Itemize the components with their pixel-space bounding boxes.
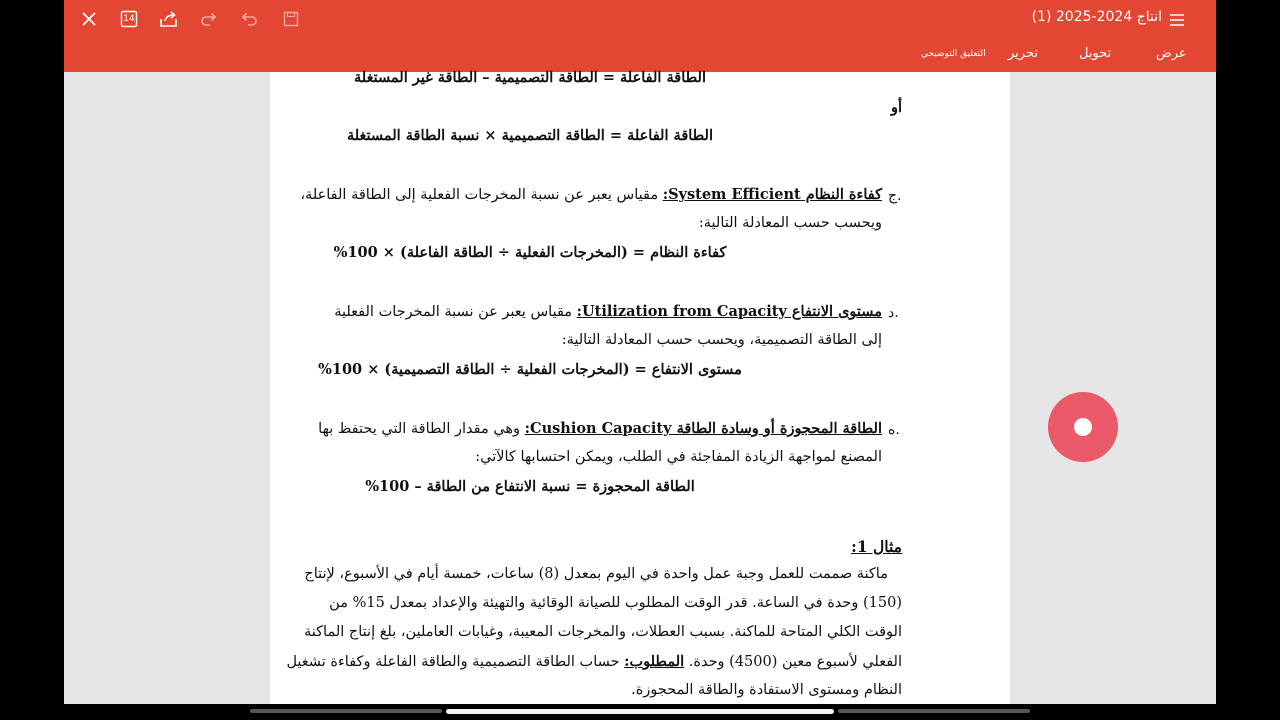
formula-utilization: مستوى الانتفاع = (المخرجات الفعلية ÷ الطاقة التصميمية) × 100% — [318, 361, 742, 378]
share-icon[interactable] — [158, 8, 180, 30]
item-d-text2: إلى الطاقة التصميمية، ويحسب حسب المعادلة التالية: — [561, 332, 882, 348]
example-line-4b: حساب الطاقة التصميمية والطاقة الفاعلة وكفاءة تشغيل — [286, 654, 625, 670]
item-e-text1: وهي مقدار الطاقة التي يحتفظ بها — [318, 421, 525, 437]
home-indicator[interactable] — [446, 709, 834, 714]
record-dot-icon — [1074, 418, 1092, 436]
document-page — [270, 69, 1010, 704]
item-e-text2: المصنع لمواجهة الزيادة المفاجئة في الطلب، ويمكن احتسابها كالآتي: — [475, 449, 882, 465]
item-c-text2: ويحسب حسب المعادلة التالية: — [698, 215, 882, 231]
example-title: مثال 1: — [851, 537, 902, 556]
or-text: أو — [890, 99, 902, 116]
tab-view[interactable]: عرض — [1156, 46, 1187, 61]
toolbar — [64, 0, 1216, 72]
formula-system-efficiency: كفاءة النظام = (المخرجات الفعلية ÷ الطاقة الفاعلة) × 100% — [333, 244, 727, 261]
scroll-indicator-left — [250, 709, 442, 713]
scroll-indicator-right — [838, 709, 1030, 713]
tab-edit[interactable]: تحرير — [1008, 46, 1038, 61]
formula-cushion-capacity: الطاقة المحجوزة = نسبة الانتفاع من الطاقة – 100% — [365, 478, 695, 495]
item-d-marker: د. — [888, 305, 899, 321]
example-line-5: النظام ومستوى الاستفادة والطاقة المحجوزة. — [631, 682, 902, 698]
item-c-marker: ج. — [888, 188, 902, 204]
example-line-4a: الفعلي لأسبوع معين (4500) وحدة. — [684, 654, 902, 670]
redo-icon[interactable] — [198, 8, 220, 30]
example-line-3: الوقت الكلي المتاحة للماكنة. بسبب العطلات، والمخرجات المعيبة، وغيابات العاملين، بلغ إنتاج الماكنة — [303, 624, 902, 640]
page-count: 14 — [123, 14, 135, 24]
item-d-line1 — [334, 303, 882, 320]
floating-action-button[interactable] — [1048, 392, 1118, 462]
app-window — [64, 0, 1216, 704]
item-d-text1: مقياس يعبر عن نسبة المخرجات الفعلية — [334, 304, 577, 320]
page-count-icon[interactable] — [118, 8, 140, 30]
item-e-line1 — [318, 420, 882, 437]
close-icon[interactable] — [78, 8, 100, 30]
document-title[interactable]: انتاج 2024-2025 (1) — [1031, 9, 1162, 25]
menu-icon[interactable] — [1166, 9, 1188, 31]
item-d-title: مستوى الانتفاع Utilization from Capacity: — [576, 303, 882, 320]
example-line-4 — [286, 653, 902, 670]
formula-effective-capacity-1: الطاقة الفاعلة = الطاقة التصميمية – الطاقة غير المستغلة — [354, 69, 706, 86]
save-icon[interactable] — [280, 8, 302, 30]
tab-convert[interactable]: تحويل — [1079, 46, 1112, 61]
tab-annotate[interactable]: التعليق التوضيحي — [921, 49, 986, 59]
item-c-title: كفاءة النظام System Efficient: — [662, 186, 882, 203]
item-e-title: الطاقة المحجوزة أو وسادة الطاقة Cushion Capacity: — [524, 420, 882, 437]
item-c-text1: مقياس يعبر عن نسبة المخرجات الفعلية إلى الطاقة الفاعلة، — [300, 187, 663, 203]
required-label: المطلوب: — [624, 653, 685, 670]
item-c-line1 — [300, 186, 882, 203]
item-e-marker: ه. — [888, 422, 900, 438]
example-line-2: (150) وحدة في الساعة. قدر الوقت المطلوب للصيانة الوقائية والتهيئة والإعداد بمعدل 15% من — [329, 595, 902, 611]
undo-icon[interactable] — [238, 8, 260, 30]
formula-effective-capacity-2: الطاقة الفاعلة = الطاقة التصميمية × نسبة الطاقة المستغلة — [346, 127, 714, 144]
example-line-1: ماكنة صممت للعمل وجبة عمل واحدة في اليوم بمعدل (8) ساعات، خمسة أيام في الأسبوع، لإنتاج — [304, 566, 888, 582]
